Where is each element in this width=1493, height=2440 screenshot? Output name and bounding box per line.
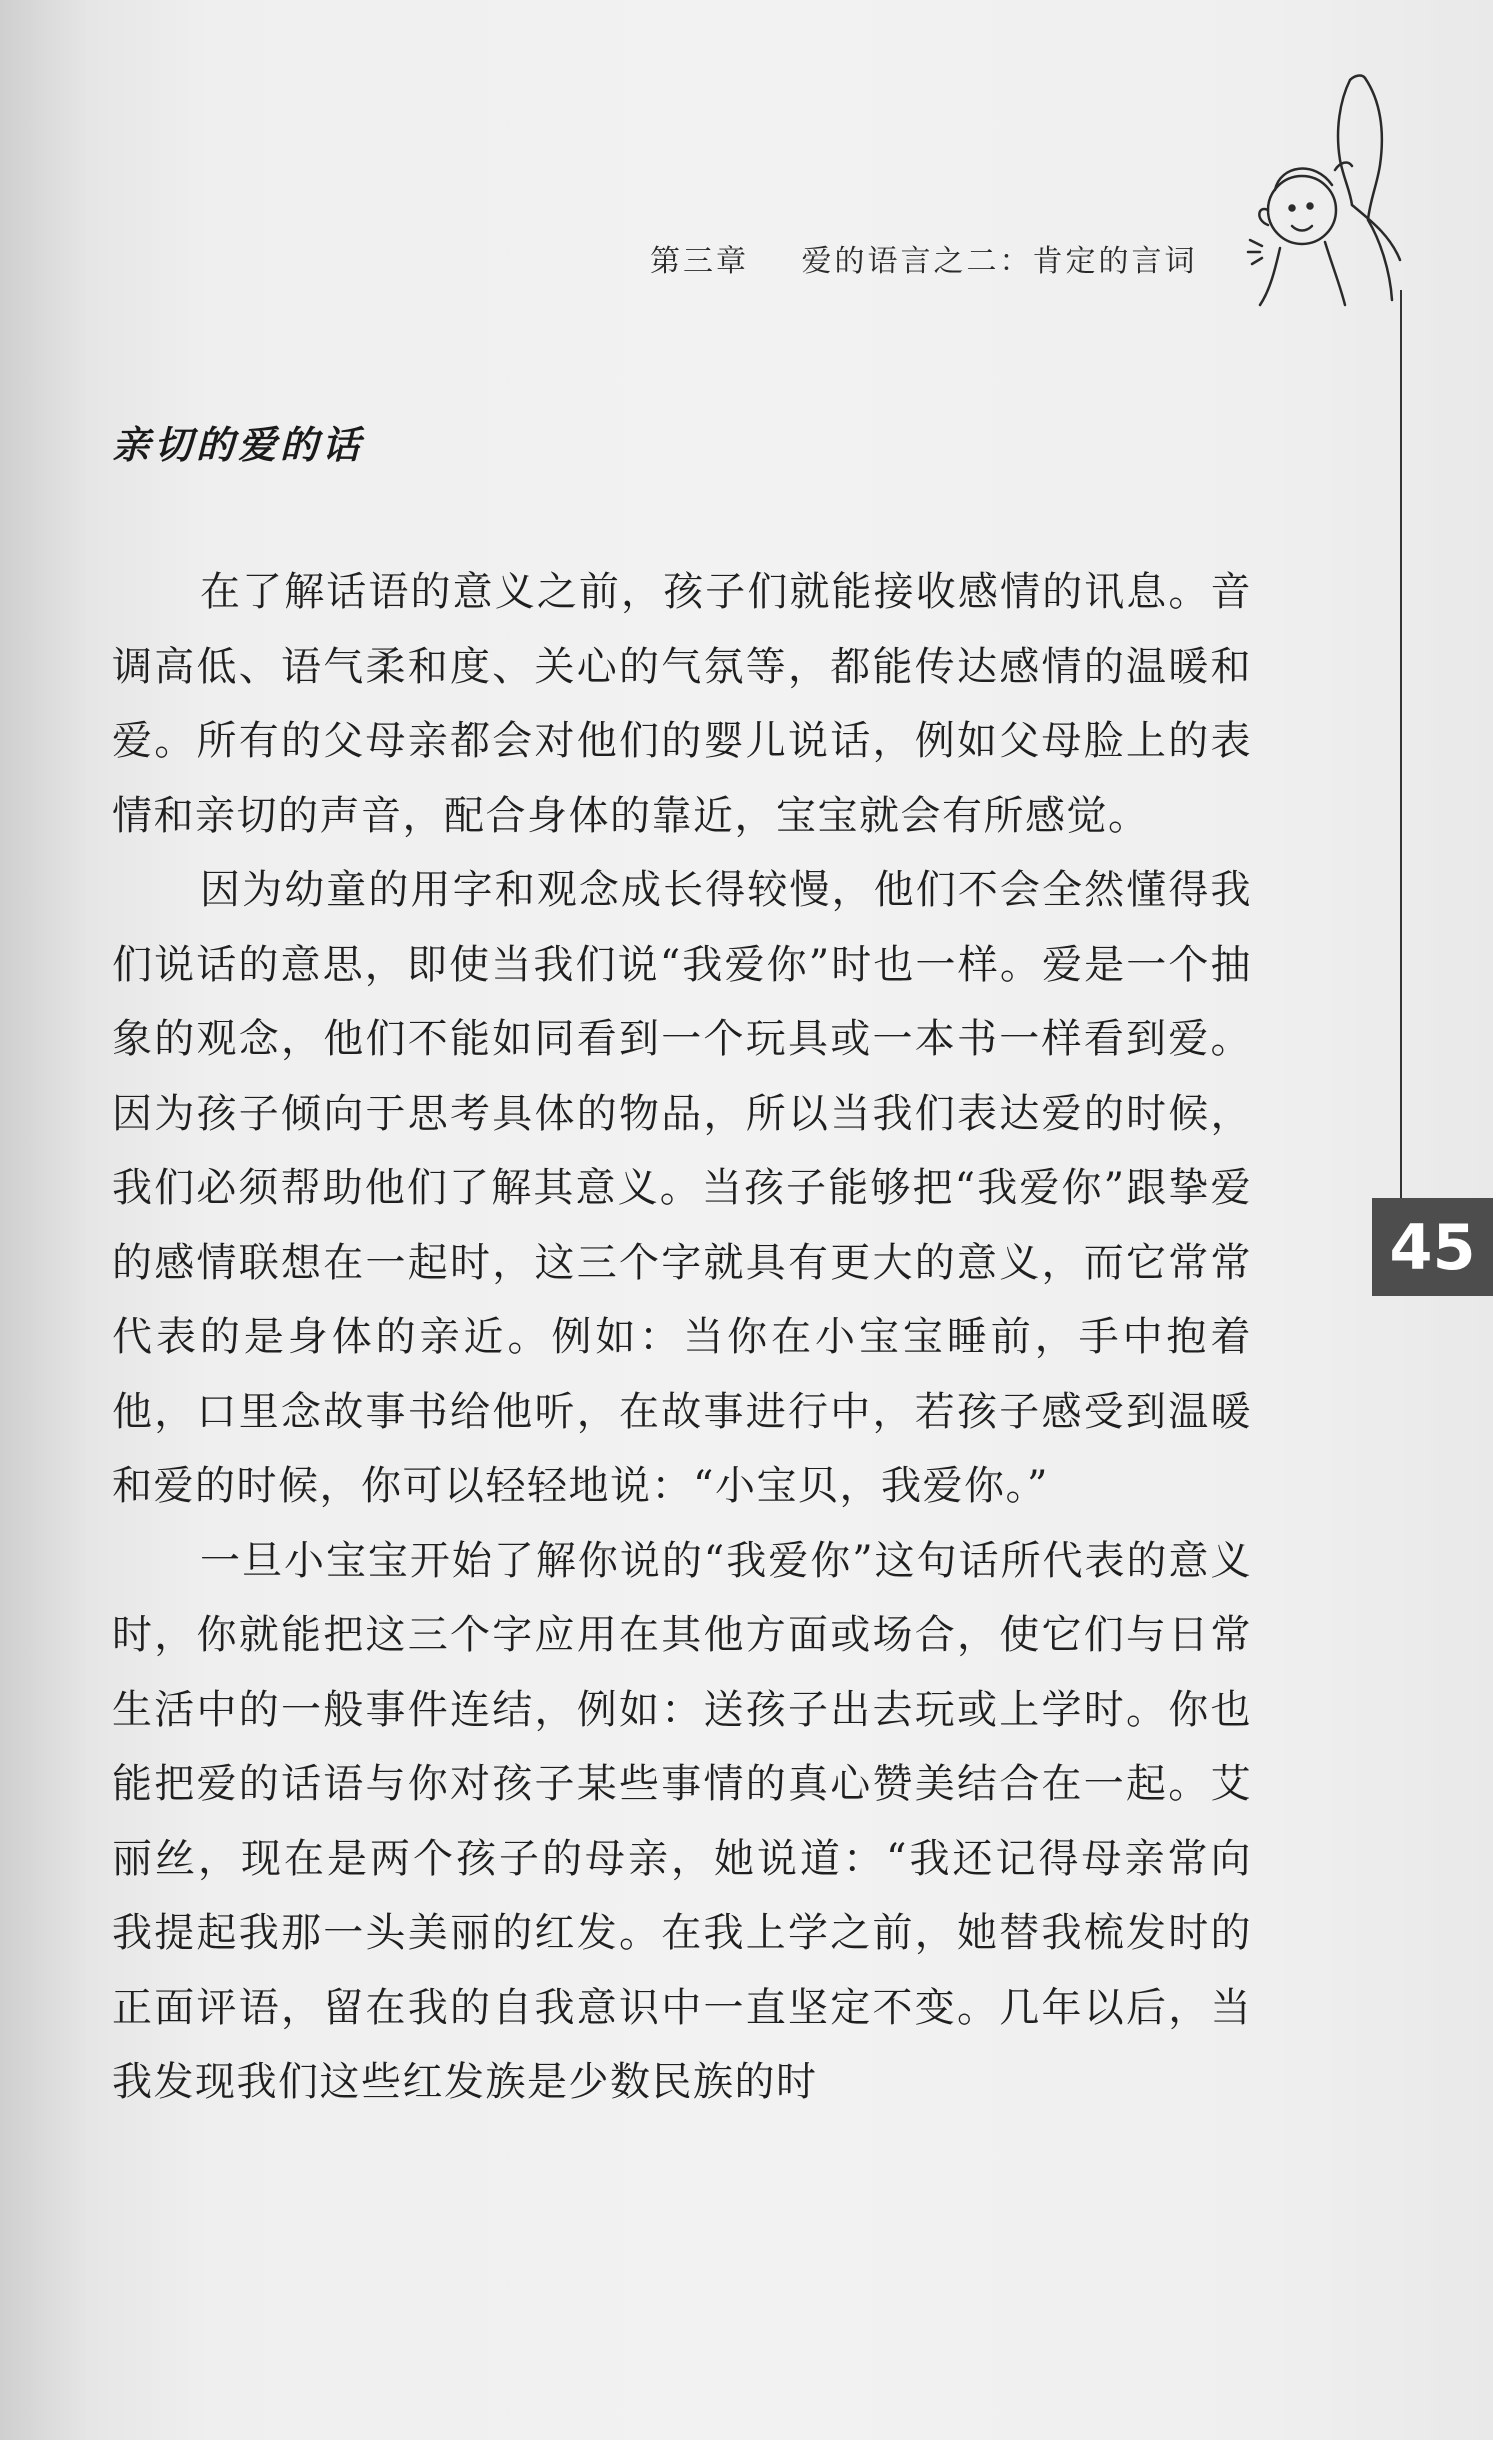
running-header: [650, 236, 1250, 280]
paragraph: 一旦小宝宝开始了解你说的“我爱你”这句话所代表的意义时，你就能把这三个字应用在其他方面或场合，使它们与日常生活中的一般事件连结，例如：送孩子出去玩或上学时。你也能把爱的话语与你对孩子某些事情的真心赞美结合在一起。艾丽丝，现在是两个孩子的母亲，她说道：“我还记得母亲常向我提起我那一头美丽的红发。在我上学之前，她替我梳发时的正面评语，留在我的自我意识中一直坚定不变。几年以后，当我发现我们这些红发族是少数民族的时: [112, 1537, 1252, 2105]
margin-rule: [1400, 290, 1402, 1220]
body-text: [112, 555, 1252, 2120]
paragraph: 在了解话语的意义之前，孩子们就能接收感情的讯息。音调高低、语气柔和度、关心的气氛等，都能传达感情的温暖和爱。所有的父母亲都会对他们的婴儿说话，例如父母脸上的表情和亲切的声音，配合身体的靠近，宝宝就会有所感觉。: [112, 569, 1252, 839]
paragraph: 因为幼童的用字和观念成长得较慢，他们不会全然懂得我们说话的意思，即使当我们说“我爱你”时也一样。爱是一个抽象的观念，他们不能如同看到一个玩具或一本书一样看到爱。因为孩子倾向于思考具体的物品，所以当我们表达爱的时候，我们必须帮助他们了解其意义。当孩子能够把“我爱你”跟挚爱的感情联想在一起时，这三个字就具有更大的意义，而它常常代表的是身体的亲近。例如：当你在小宝宝睡前，手中抱着他，口里念故事书给他听，在故事进行中，若孩子感受到温暖和爱的时候，你可以轻轻地说：“小宝贝，我爱你。”: [112, 867, 1252, 1509]
page-number-tab: [1372, 1198, 1493, 1296]
page-number: 45: [1389, 1210, 1476, 1284]
mother-child-sketch-icon: [1240, 70, 1410, 310]
chapter-label: 第三章: [650, 244, 749, 279]
section-title: 亲切的爱的话: [112, 422, 365, 467]
chapter-title: 爱的语言之二：肯定的言词: [801, 244, 1198, 279]
